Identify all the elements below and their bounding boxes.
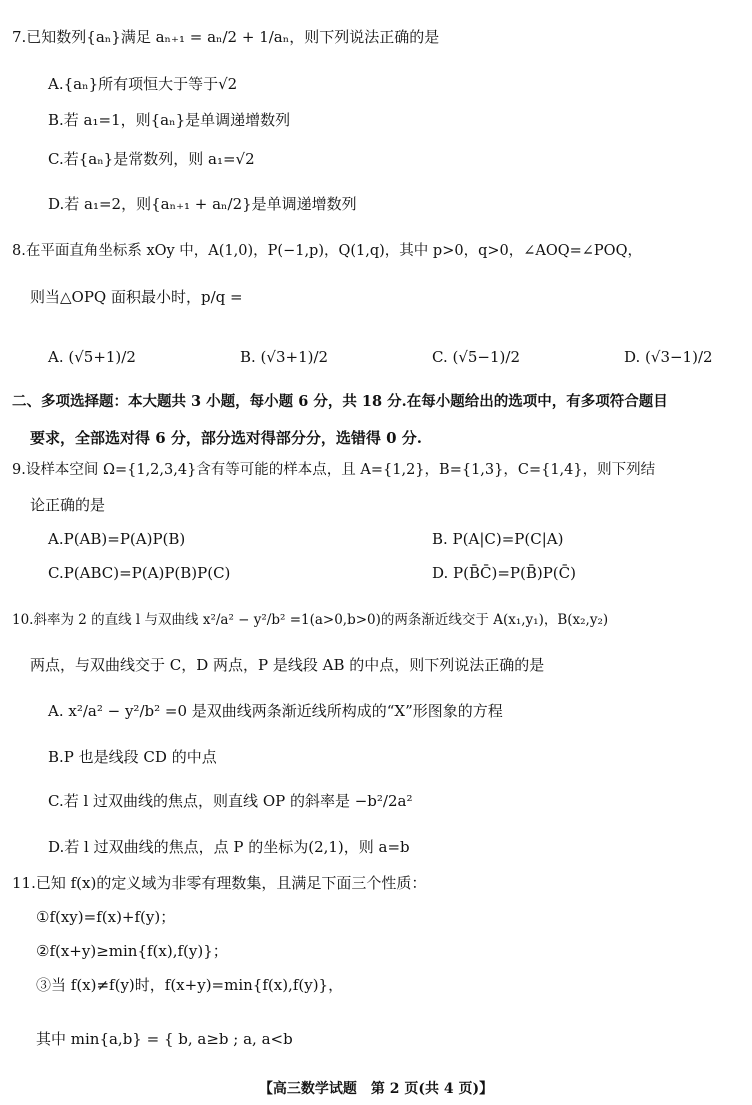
q8-option-d: D. (√3−1)/2 (624, 348, 713, 366)
q11-property-3: ③当 f(x)≠f(y)时，f(x+y)=min{f(x),f(y)}， (36, 976, 344, 994)
q11-min-definition: 其中 min{a,b} = { b, a≥b ; a, a<b (36, 1030, 293, 1048)
q7-option-a: A.{aₙ}所有项恒大于等于√2 (48, 75, 238, 93)
q7-option-c: C.若{aₙ}是常数列，则 a₁=√2 (48, 150, 255, 168)
q10-option-c: C.若 l 过双曲线的焦点，则直线 OP 的斜率是 −b²/2a² (48, 792, 413, 810)
q8-option-b: B. (√3+1)/2 (240, 348, 329, 366)
q9-option-c: C.P(ABC)=P(A)P(B)P(C) (48, 564, 231, 582)
q8-option-a: A. (√5+1)/2 (48, 348, 136, 366)
q11-property-1: ①f(xy)=f(x)+f(y)； (36, 908, 176, 926)
q10-stem-line1: 10.斜率为 2 的直线 l 与双曲线 x²/a² − y²/b² =1(a>0,b>0)的两条渐近线交于 A(x₁,y₁)，B(x₂,y₂) (12, 612, 609, 628)
q10-option-d: D.若 l 过双曲线的焦点，点 P 的坐标为(2,1)，则 a=b (48, 838, 410, 856)
q9-option-d: D. P(B̄C̄)=P(B̄)P(C̄) (432, 564, 576, 582)
q7-option-d: D.若 a₁=2，则{aₙ₊₁ + aₙ/2}是单调递增数列 (48, 195, 357, 213)
q10-option-a: A. x²/a² − y²/b² =0 是双曲线两条渐近线所构成的“X”形图象的方程 (48, 702, 503, 720)
q9-stem-line2: 论正确的是 (30, 496, 106, 514)
q10-option-b: B.P 也是线段 CD 的中点 (48, 748, 217, 766)
section2-heading: 二、多项选择题：本大题共 3 小题，每小题 6 分，共 18 分.在每小题给出的选项中，有多项符合题目 (12, 393, 668, 410)
q8-stem-line2: 则当△OPQ 面积最小时，p/q = (30, 288, 243, 306)
q9-stem-line1: 9.设样本空间 Ω={1,2,3,4}含有等可能的样本点，且 A={1,2}，B={1,3}，C={1,4}，则下列结 (12, 462, 656, 478)
page-footer: 【高三数学试题 第 2 页(共 4 页)】 (258, 1081, 494, 1097)
q7-stem: 7.已知数列{aₙ}满足 aₙ₊₁ = aₙ/2 + 1/aₙ，则下列说法正确的是 (12, 28, 440, 46)
q11-stem: 11.已知 f(x)的定义域为非零有理数集，且满足下面三个性质： (12, 874, 427, 892)
q11-property-2: ②f(x+y)≥min{f(x),f(y)}； (36, 942, 228, 960)
q9-option-b: B. P(A|C)=P(C|A) (432, 530, 564, 548)
q7-option-b: B.若 a₁=1，则{aₙ}是单调递增数列 (48, 111, 291, 129)
q9-option-a: A.P(AB)=P(A)P(B) (48, 530, 186, 548)
q10-stem-line2: 两点，与双曲线交于 C，D 两点，P 是线段 AB 的中点，则下列说法正确的是 (30, 656, 545, 674)
section2-heading-cont: 要求，全部选对得 6 分，部分选对得部分分，选错得 0 分. (30, 429, 422, 447)
q8-stem-line1: 8.在平面直角坐标系 xOy 中，A(1,0)，P(−1,p)，Q(1,q)，其中 p>0，q>0，∠AOQ=∠POQ， (12, 243, 642, 259)
q8-option-c: C. (√5−1)/2 (432, 348, 520, 366)
